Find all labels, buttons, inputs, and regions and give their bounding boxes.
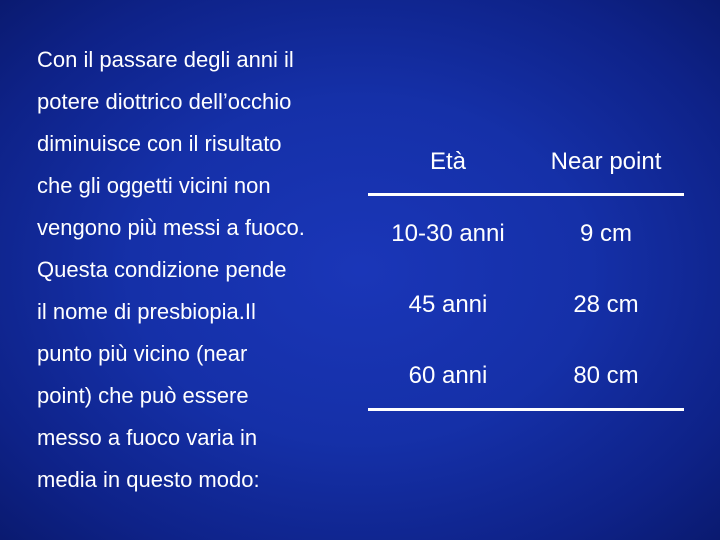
text-line: point) che può essere — [37, 383, 249, 408]
header-eta: Età — [429, 148, 467, 175]
text-line: punto più vicino (near — [37, 341, 248, 366]
text-line: diminuisce con il risultato — [37, 131, 282, 156]
text-line: vengono più messi a fuoco. — [37, 215, 305, 240]
table-cell-near-point: 9 cm — [579, 220, 632, 247]
header-rule — [368, 193, 684, 196]
table-cell-near-point: 80 cm — [573, 362, 639, 389]
table-cell-near-point: 28 cm — [573, 291, 639, 318]
header-near-point: Near point — [550, 148, 662, 175]
text-line: che gli oggetti vicini non — [37, 173, 271, 198]
text-line: media in questo modo: — [37, 467, 260, 492]
text-line: Questa condizione pende — [37, 257, 287, 282]
text-line: potere diottrico dell’occhio — [37, 89, 292, 114]
near-point-table — [368, 0, 684, 540]
bottom-rule — [368, 408, 684, 411]
table-cell-age: 10-30 anni — [391, 220, 505, 247]
table-cell-age: 45 anni — [408, 291, 488, 318]
text-line: Con il passare degli anni il — [37, 47, 294, 72]
table-cell-age: 60 anni — [408, 362, 488, 389]
text-line: messo a fuoco varia in — [37, 425, 258, 450]
text-line: il nome di presbiopia.Il — [37, 299, 256, 324]
